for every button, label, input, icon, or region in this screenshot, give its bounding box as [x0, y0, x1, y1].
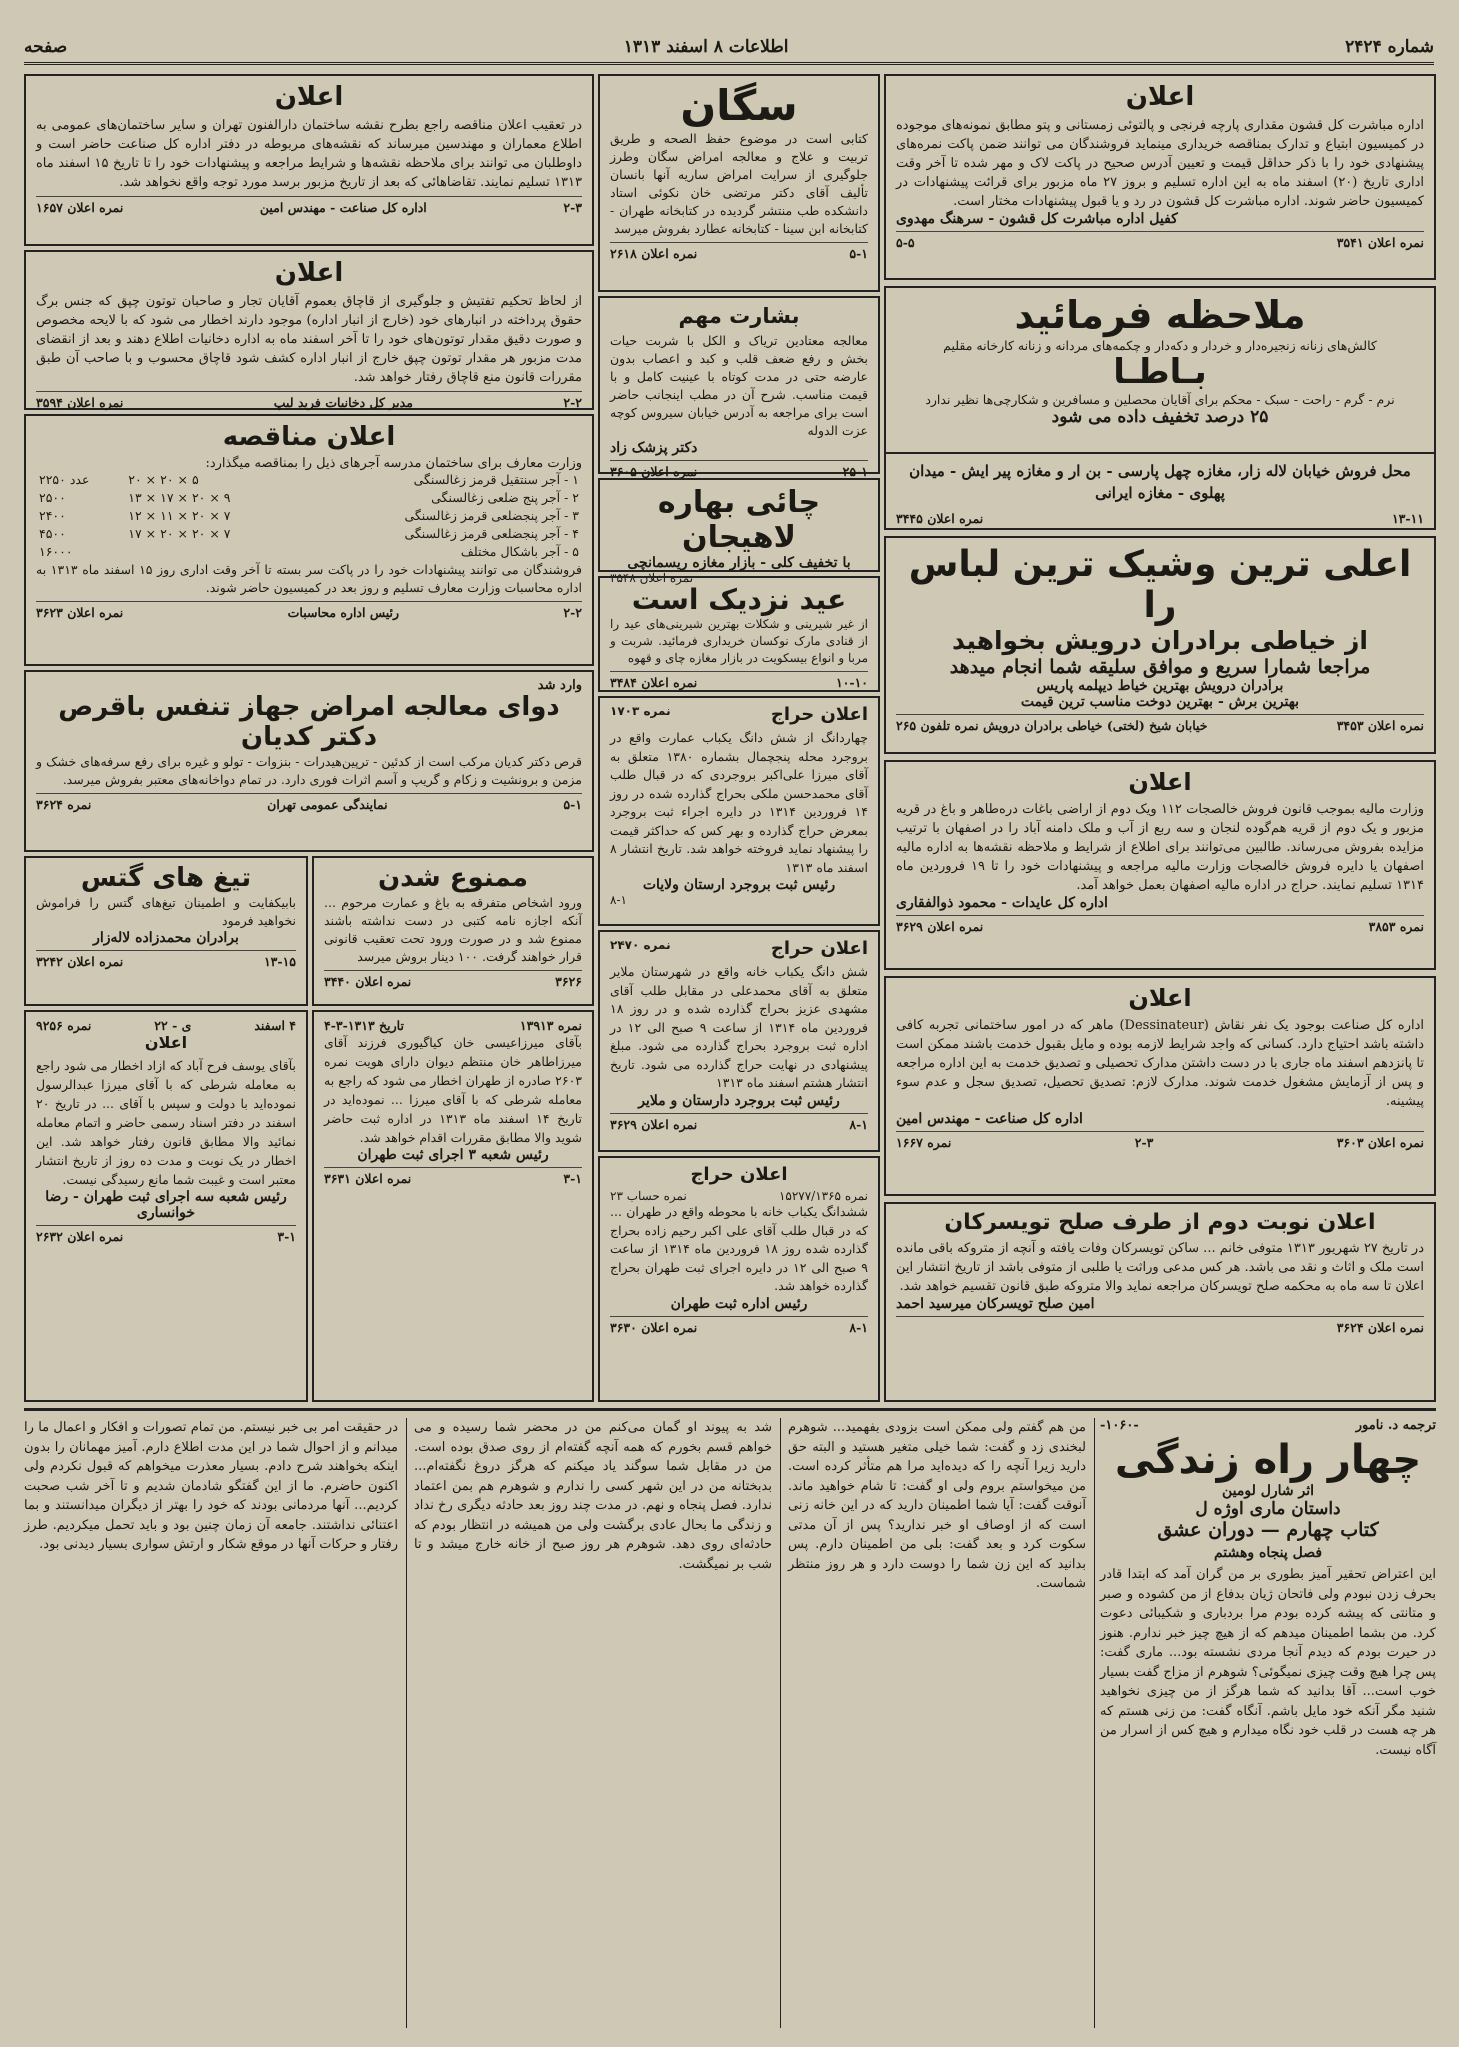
ad-title: اعلان نوبت دوم از طرف صلح تویسرکان [944, 1210, 1376, 1235]
page-label: صفحه [24, 37, 68, 57]
ad-title: اعلان مناقصه [222, 422, 396, 452]
ad-body: معالجه معتادین تریاک و الکل با شربت حیات بخش و رفع ضعف قلب و کبد و اعصاب بدون عارضه حتی در مدت کوتاه با عینیت کامل و با قیمت مناسب. شرح آن در مطب اینجانب حاضر است برای مراجعه به آدرس خیابان سیروس کوچه عزت الدوله [610, 333, 868, 438]
ad-number: نمره ۱۳۹۱۳ [519, 1018, 582, 1033]
serial-column-4: در حقیقت امر بی خبر نیستم. من تمام تصورات و افکار و اعمال ما را میدانم و از احوال شما در این مدت اطلاع دارم. آمیز مهمانان را بدون اینکه بخواهند شرح دادم. بسیار معذرت میخواهم که قبول نکردم ولی اکنون حاضرم. ما از این گفتگو شادمان شدیم و تا آخر شب صحبت کردیم... آنها مردمانی بودند که خود را بهتر از دیگران میدانستند و بما اعتنائی نداشتند. جامعه آن زمان چنین بود و باید تحمل میکردیم. طرز رفتار و حرکات آنها در موقع شکار و ارتش سواری بسیار دیدنی بود. [24, 1420, 398, 1552]
serial-book: کتاب چهارم — دوران عشق [1157, 1519, 1379, 1541]
ad-line: مراجعا شمارا سریع و موافق سلیقه شما انجام میدهد [949, 655, 1371, 678]
ad-ref: ۱۳-۱۱ [1391, 511, 1424, 526]
shop-locations: محل فروش خیابان لاله زار، مغازه چهل پارسی - بن ار و مغازه پیر ایش - میدان پهلوی - مغازه ایرانی [909, 462, 1411, 502]
ad-ref: ۲-۲ [563, 395, 582, 410]
ad-body: بآقای یوسف فرح آباد که ازاد اخطار می شود راجع به معامله شرطی که با آقای میرزا عبدالرسول نموده‌اید با دولت و سپس با آقای ... در تاریخ ۲۰ اسفند در دفتر اسناد رسمی حاضر و اتمام معامله نمائید والا مطابق قانون رفتار خواهد شد. این اخطار در یک نوبت و مدت ده روز از تاریخ انتشار معتبر است و غیبت شما مانع رسیدگی نیست. [36, 1058, 296, 1187]
tender-item-row [36, 543, 582, 561]
ad-signature: اداره کل عایدات - محمود ذوالفقاری [896, 895, 1108, 911]
ad-ref: ی - ۲۲ [154, 1018, 192, 1033]
ad-body: از غیر شیرینی و شکلات بهترین شیرینی‌های عید را از قنادی مارک نوکسان خریداری فرمائید. شربت و مربا و انواع بیسکویت در بازار مغازه چای و قهوه [610, 617, 868, 666]
ad-razor-blades [24, 856, 308, 1006]
ad-number: نمره اعلان ۳۶۲۳ [36, 605, 124, 620]
ad-body: اداره کل صناعت بوجود یک نفر نقاش (Dessinateur) ماهر که در امور ساختمانی تجربه کافی داشته باشد احتیاج دارد. کسانی که واجد شرایط لازمه بوده و مایل بقبول خدمت باشند ممکن است تا پانزدهم اسفند ماه جاری با در دست داشتن مدارک تحصیلی و تصدیق خدمت به این اداره مراجعه و پس از آزمایش مشغول خدمت شوند. مدارک لازم: تصدیق تحصیل، تصدیق سجل و عدم سوء پیشینه. [896, 1018, 1424, 1109]
tender-item-row [36, 507, 582, 525]
ad-tea [598, 478, 880, 585]
item-qty: ۲۴۰۰ [39, 508, 66, 523]
ad-number: نمره ۲۴۷۰ [610, 938, 671, 952]
ad-signature: مدیر کل دخانیات فرید لیپ [273, 395, 413, 410]
ad-signature: رئیس اداره ثبت طهران [670, 1295, 808, 1312]
item-qty: ۲۵۰۰ [39, 490, 66, 505]
ad-shoes [884, 286, 1436, 454]
ad-ref: ۵-۵ [896, 235, 915, 250]
ad-body: از لحاظ تحکیم تفتیش و جلوگیری از قاچاق بعموم آقایان تجار و صاحبان توتون چپق که جنس برگ حقوق پرداخته در انبارهای خود (خارج از انبار اداره) موجود دارند اخطار می شود که با لایحه مخصوص و صورت دقیق مقدار توتون‌های خود را تا آخر اسفند ماه به اداره دخانیات اطلاع دهند و بعد از انقضای مدت مزبور هر مقدار توتون چپق خارج از انبار اداره کشف شود قاچاق محسوب و با صاحب آن طبق مقررات قانون منع قاچاق رفتار خواهد شد. [36, 294, 582, 385]
ad-date: تاریخ ۱۳۱۳-۳-۴ [324, 1018, 404, 1033]
item-qty: ۲۲۵۰ عدد [39, 472, 90, 487]
ad-number: نمره ۳۶۲۴ [36, 796, 92, 812]
ad-signature: رئیس شعبه سه اجرای ثبت طهران - رضا خوانساری [45, 1189, 287, 1221]
item-name: ۱ - آجر سنتقیل قرمز زغالسنگی [413, 472, 579, 487]
ad-dogs-book [598, 74, 880, 292]
ad-signature: رئیس اداره محاسبات [287, 605, 400, 620]
ad-ref: ۳۶۲۶ [555, 973, 582, 989]
ad-body: فروشندگان می توانند پیشنهادات خود را در پاکت سر بسته تا آخر وقت اداری روز ۱۵ اسفند ماه ۱۳۱۳ به اداره محاسبات وزارت معارف تسلیم و روز بعد در کمیسیون حاضر شوند. [36, 562, 582, 595]
ad-textile [884, 74, 1436, 280]
brand-name: بـاطـا [1113, 351, 1207, 392]
ad-intro: وزارت معارف برای ساختمان مدرسه آجرهای ذیل را بمناقصه میگذارد: [205, 456, 582, 471]
item-name: ۵ - آجر باشکال مختلف [460, 544, 579, 559]
ad-ref: ۱۳-۱۵ [263, 953, 296, 969]
ad-ref: ۲۵-۱ [842, 464, 868, 479]
ad-body: بآقای میرزاعیسی خان کیاگیوری فرزند آقای میرزاطاهر خان منتظم دیوان دارای هویت نمره ۲۶۰۳ صادره از طهران اخطار می شود که راجع به معامله شرطی که با آقای میرزا ... نموده‌اید در تاریخ ۱۴ اسفند ماه ۱۳۱۳ در اداره ثبت حاضر شوید والا مطابق مقررات اقدام خواهد شد. [324, 1035, 582, 1145]
ad-number: نمره ۱۶۶۷ [896, 1135, 952, 1150]
serial-column-2: من هم گفتم ولی ممکن است بزودی بفهمید... شوهرم لبخندی زد و گفت: شما خیلی متغیر هستید و البته حق دارید زیرا آنچه را که دیده‌اید مرا هم متأثر کرده است. من میخواستم بروم ولی او گفت: تا شام خواهید ماند. آنوقت گفت: آیا شما اطمینان دارید که در این خانه زنی است که از اوصاف او خبر ندارید؟ پس از آن مدتی سکوت کرد و بعد گفت: بلی من اطمینان دارم. پس بدانید که این زن شما را دوست دارد و هر روز منتظر شماست. [788, 1420, 1086, 1591]
ad-number: نمره اعلان ۳۵۴۱ [1336, 235, 1424, 250]
ad-good-news [598, 296, 880, 479]
ad-ref: ۵-۱ [563, 796, 582, 812]
ad-body: کتابی است در موضوع حفظ الصحه و طریق تربیت و علاج و معالجه امراض سگان وطرز جلوگیری از سرایت امراض ساریه آنها بانسان تألیف آقای دکتر مرتضی خان نکوئی استاد دانشکده طب منتشر گردیده در کتابخانه طهران - کتابخانه ابن سینا - کتابخانه عطارد بفروش میرسد [610, 131, 868, 237]
item-size: ۲۰ × ۲۰ × ۵ [128, 472, 199, 487]
serial-column-3: شد به پیوند او گمان می‌کنم من در محضر شما رسیده و می خواهم قسم بخورم که همه آنچه گفته‌ام از روی صدق بوده است. من در مقابل شما سوگند یاد میکنم که هرگز دروغ نگفته‌ام... بدبختانه من در این شهر کسی را ندارم و شوهرم هم بمن اعتماد ندارد. فصل پنجاه و نهم. در مدت چند روز بعد حادثه دیگری رخ نداد و زندگی ما بحال عادی برگشت ولی من همیشه در انتظار بودم که حادثه‌ای روی دهد. شوهرم هر روز صبح از خانه خارج میشد و تا شب بر نمیگشت. [414, 1420, 772, 1572]
ad-title: چائی بهاره لاهیجان [657, 485, 821, 555]
ad-tailor [884, 536, 1436, 754]
ad-signature: رئیس ثبت بروجرد دارستان و ملایر [638, 1092, 840, 1109]
ad-line: کالش‌های زنانه زنجیره‌دار و خردار و دکه‌دار و چکمه‌های مردانه و زنانه کارخانه مقلیم [943, 337, 1377, 353]
serial-column-3-wrap [414, 1418, 772, 2028]
ad-signature: رئیس شعبه ۳ اجرای ثبت طهران [357, 1147, 549, 1163]
ad-peace-court [884, 1202, 1436, 1402]
ad-ref: ۳-۱ [563, 1171, 582, 1186]
tender-item-row [36, 489, 582, 507]
serial-title: چهار راه زندگی [1114, 1437, 1422, 1483]
ad-title: اعلان [1128, 984, 1192, 1012]
ad-dessinateur [884, 976, 1436, 1196]
ad-number: نمره اعلان ۳۴۴۰ [324, 973, 412, 989]
ad-notice-court [24, 1010, 308, 1402]
ad-address: خیابان شیخ (لختی) خیاطی برادران درویش نمره تلفون ۲۶۵ [896, 717, 1208, 733]
ad-number: نمره اعلان ۳۵۴۸ [610, 571, 694, 585]
item-qty: ۱۶۰۰۰ [39, 544, 73, 559]
ad-number: نمره ۱۵۲۷۷/۱۳۶۵ [778, 1189, 868, 1203]
serial-chapter: فصل پنجاه وهشتم [1213, 1545, 1323, 1561]
column-rule [780, 1418, 781, 2028]
ad-ref: ۸-۱ [610, 893, 627, 907]
ad-number: نمره اعلان ۲۶۳۲ [36, 1229, 124, 1244]
item-name: ۴ - آجر پنجضلعی قرمز زغالسنگی [404, 526, 579, 541]
ad-body: اداره مباشرت کل قشون مقداری پارچه فرنجی و پالتوئی زمستانی و پتو مطابق نمونه‌های موجوده در کمیسیون ابتیاع و تدارک بمناقصه خریداری مینماید فروشندگان می توانند ضمن پاکت نمره‌های پیشنهادی خود را با ذکر حداقل قیمت و تعیین آدرس صحیح در پاکت لاک و مهر شده تا آخر وقت اداری تاریخ (۲۰) اسفند ماه به این اداره تسلیم و بروز ۲۷ ماه مزبور برای قرائت پیشنهادات در کمیسیون حاضر شوند. اداره مباشرت کل قشون در رد و یا قبول پیشنهادات مختار است. [896, 118, 1425, 209]
ad-ref: ۳-۱ [277, 1229, 296, 1244]
ad-body: بابیکفایت و اطمینان تیغ‌های گتس را فراموش نخواهید فرمود [36, 894, 296, 928]
ad-signature: رئیس ثبت بروجرد ارستان ولایات [642, 877, 836, 893]
ad-subtitle: از خیاطی برادران درویش بخواهید [952, 625, 1368, 655]
ad-body: در تعقیب اعلان مناقصه راجع بطرح نقشه ساختمان دارالفنون تهران و سایر ساختمان‌های عمومی به اطلاع معماران و مهندسین میرساند که نقشه‌های مربوطه در دفتر اداره کل صناعت حاضر است و داوطلبان می توانند برای ملاحظه نقشه‌ها و شرایط مراجعه و پیشنهادات خود را تا تاریخ ۱۵ اسفند ماه ۱۳۱۳ تسلیم نمایند. تقاضاهائی که بعد از تاریخ مزبور برسد مورد توجه واقع نخواهد شد. [36, 118, 582, 190]
ad-number: نمره حساب ۲۳ [610, 1189, 687, 1203]
ad-ref: ۱۰-۱۰ [835, 675, 868, 691]
ad-number: نمره ۹۲۵۶ [36, 1018, 92, 1033]
item-size [125, 543, 296, 561]
ad-body: ششدانگ یکباب خانه با محوطه واقع در طهران ... که در قبال طلب آقای علی اکبر رحیم زاده بحراج گذارده شده روز ۱۸ فروردین ماه ۱۳۱۴ از ساعت ۹ صبح الی ۱۲ در دایره اجرای ثبت طهران بحراج گذارده خواهد شد. [610, 1204, 868, 1293]
ad-number: نمره اعلان ۳۴۵۳ [1336, 717, 1424, 733]
ad-signature: برادران محمدزاده لاله‌زار [93, 929, 239, 946]
ad-title: اعلان حراج [770, 704, 868, 725]
ad-body: قرص دکتر کدیان مرکب است از کدئین - ترپین‌هیدرات - بنزوات - تولو و غیره برای رفع سرفه‌های خشک و مزمن و برونشیت و زکام و گریپ و آسم اثرات فوری دارد. در تمام دواخانه‌های معتبر بفروش میرسد. [36, 753, 582, 787]
ad-line: بهترین برش - بهترین دوخت مناسب ترین قیمت [1020, 693, 1300, 710]
ad-cough-medicine [24, 670, 594, 852]
item-size: ۱۳ × ۱۷ × ۲۰ × ۹ [128, 490, 231, 505]
column-rule [406, 1418, 407, 2028]
serial-translator: ترجمه د. نامور [1355, 1418, 1436, 1433]
ad-signature: امین صلح تویسرکان میرسید احمد [896, 1296, 1095, 1312]
ad-ref: ۸-۱ [849, 1319, 868, 1335]
discount-text: ۲۵ درصد تخفیف داده می شود [1051, 406, 1269, 427]
ad-title: عید نزدیک است [631, 583, 847, 616]
tender-item-row [36, 471, 582, 489]
serial-episode: -۱۰۶۰- [1100, 1418, 1139, 1433]
ad-title: سگان [680, 81, 798, 130]
ad-title: اعلی ترین وشیک ترین لباس را [908, 544, 1412, 627]
ad-number: نمره اعلان ۳۶۰۵ [610, 464, 698, 479]
ad-signature: دکتر پزشک زاد [610, 440, 698, 456]
ad-body: ورود اشخاص متفرقه به باغ و عمارت مرحوم ... آنکه اجازه نامه کتبی در دست نداشته باشند ممنوع شد و در صورت ورود تحت تعقیب قانونی قرار خواهند گرفت. ۱۰۰ دینار بروش میرسد [324, 894, 582, 964]
ad-eid [598, 576, 880, 692]
ad-number: نمره اعلان ۳۶۲۹ [610, 1116, 698, 1132]
tender-items-table [36, 471, 582, 561]
ad-ref: ۲-۳ [563, 200, 582, 215]
serial-author: اثر شارل لومین [1221, 1483, 1315, 1499]
ad-title: اعلان [274, 258, 344, 288]
ad-ref: نمره اعلان ۳۶۲۹ [896, 919, 984, 934]
ad-number: نمره اعلان ۳۲۴۲ [36, 953, 124, 969]
ad-number: نمره اعلان ۳۶۲۴ [1336, 1320, 1424, 1335]
ad-number: نمره اعلان ۱۶۵۷ [36, 200, 124, 215]
ad-finance [884, 760, 1436, 970]
ad-ref: ۲-۳ [1134, 1135, 1154, 1150]
ad-signature: اداره کل صناعت - مهندس امین [896, 1111, 1083, 1127]
ad-number: نمره اعلان ۳۴۴۵ [896, 511, 984, 526]
ad-date: ۴ اسفند [254, 1018, 296, 1033]
ad-number: نمره ۱۷۰۳ [610, 704, 671, 718]
ad-ref: ۲-۲ [563, 605, 582, 620]
page-header [24, 32, 1434, 65]
ad-ref: ۸-۱ [849, 1116, 868, 1132]
ad-line: نرم - گرم - راحت - سبک - محکم برای آقایان محصلین و مسافرین و شکارچی‌ها نظیر ندارد [925, 391, 1395, 407]
ad-title: تیغ های گتس [80, 863, 252, 893]
ad-prefix: وارد شد [537, 678, 582, 693]
ad-signature: اداره کل صناعت - مهندس امین [259, 200, 427, 215]
ad-title: اعلان [1125, 82, 1195, 112]
ad-ref: ۵-۱ [849, 246, 868, 262]
ad-tender [24, 414, 594, 666]
ad-title: ممنوع شدن [377, 863, 529, 893]
ad-number: نمره اعلان ۳۶۳۰ [610, 1319, 698, 1335]
column-rule [1094, 1418, 1095, 2028]
serial-header [1100, 1418, 1436, 2028]
ad-architect [24, 74, 594, 246]
ad-body: وزارت مالیه بموجب قانون فروش خالصجات ۱۱۲ ویک دوم از اراضی باغات دره‌طاهر و باغ در قریه مزبور و یک دوم از قریه هم‌گوده لنجان و سه ربع از آب و ملک دامنه آباد را در اصفهان با ترتیب مزایده بفروش می‌رساند. طالبین می‌توانند برای اطلاع از شرایط و ملاحظه نقشه‌ها به اداره مالیه اصفهان یا دایره فروش خالصجات وزارت مالیه مراجعه و پیشنهادات خود را تا ۱۹ فروردین ماه ۱۳۱۴ تسلیم نمایند. حراج در اداره مالیه اصفهان بعمل خواهد آمد. [896, 802, 1424, 893]
ad-signature: کفیل اداره مباشرت کل قشون - سرهنگ مهدوی [896, 211, 1178, 227]
ad-body: چهاردانگ از شش دانگ یکباب عمارت واقع در بروجرد محله پنجچمال بشماره ۱۳۸۰ متعلق به آقای میرزا علی‌اکبر بروجردی که در قبال طلب آقای محمدحسن ملکی بحراج گذارده شده در روز ۱۴ فروردین ۱۳۱۴ در دایره اجراء ثبت بروجرد بمعرض حراج گذارده و بهر کس که حداکثر قیمت را پیشنهاد نماید فروخته خواهد شد. تاریخ انتشار ۸ اسفند ماه ۱۳۱۳ [610, 730, 869, 875]
serial-subtitle: داستان ماری اوژه ل [1195, 1499, 1341, 1519]
item-qty: ۴۵۰۰ [39, 526, 66, 541]
ad-auction-3 [598, 1156, 880, 1402]
ad-auction-1 [598, 696, 880, 926]
ad-auction-2 [598, 930, 880, 1152]
newspaper-date: اطلاعات ۸ اسفند ۱۳۱۳ [623, 37, 789, 57]
ad-title: اعلان [274, 82, 344, 112]
section-divider [24, 1408, 1436, 1411]
ad-title: دوای معالجه امراض جهاز تنفس باقرص دکتر کدیان [58, 692, 560, 752]
ad-line: برادران درویش بهترین خیاط دیپلمه پاریس [1036, 677, 1284, 694]
ad-subtitle: با تخفیف کلی - بازار مغازه ریسمانچی [627, 555, 851, 571]
ad-shoes-footer [884, 454, 1436, 530]
issue-number: شماره ۲۴۲۴ [1345, 37, 1434, 57]
ad-number: نمره اعلان ۳۵۹۴ [36, 395, 124, 410]
ad-number: نمره اعلان ۳۴۸۴ [610, 675, 698, 691]
ad-signature: نمایندگی عمومی تهران [267, 796, 388, 812]
ad-title: اعلان [144, 1033, 188, 1052]
item-name: ۳ - آجر پنجضلعی قرمز زغالسنگی [404, 508, 579, 523]
tender-item-row [36, 525, 582, 543]
ad-number: نمره ۳۸۵۳ [1368, 919, 1424, 934]
ad-title: بشارت مهم [678, 304, 800, 328]
ad-tobacco [24, 250, 594, 410]
item-size: ۱۲ × ۱۱ × ۲۰ × ۷ [128, 508, 231, 523]
ad-title: ملاحظه فرمائید [1014, 293, 1306, 337]
ad-notice-registry [312, 1010, 594, 1402]
item-size: ۱۷ × ۲۰ × ۲۰ × ۷ [128, 526, 231, 541]
ad-number: نمره اعلان ۲۶۱۸ [610, 246, 698, 262]
ad-forbidden [312, 856, 594, 1006]
serial-column-1: این اعتراض تحقیر آمیز بطوری بر من گران آمد که ابتدا قادر بحرف زدن نبودم ولی فاتحان ژیان بدفاع از من کشوده و صبر و متانتی که پیشه کرده بودم مرا بردباری و شکیبائی دعوت کرد. من بشما اطمینان میدهم که از هیچ چیز خبر ندارم. هنوز در حیرت بودم که دیدم آنجا مردی نشسته بود... ماری گفت: پس چرا هیچ وقت چیزی نمیگوئی؟ شوهرم از مزاج گفت بسیار خوب است... آقا بدانید که شما هرگز از من چیزی نخواهید شنید مگر آنکه خود مایل باشم. آنگاه گفت: من زنی هستم که هر چه هست در قلب خود نگاه میدارم و هیچ کس از اسرار من آگاه نیست. [1100, 1567, 1436, 1758]
ad-number: نمره اعلان ۳۶۳۱ [324, 1171, 412, 1186]
ad-body: در تاریخ ۲۷ شهریور ۱۳۱۳ متوفی خانم ... ساکن تویسرکان وفات یافته و آنچه از متروکه باقی مانده است ملک و اثاث و نقد می باشد. هر کس مدعی وراثت یا طلبی از متوفی باشد از تاریخ انتشار این اعلان تا سه ماه به محکمه صلح تویسرکان مراجعه نماید والا متروکه طبق قانون تقسیم خواهد شد. [896, 1241, 1424, 1294]
serial-column-4-wrap [24, 1418, 398, 2028]
ad-title: اعلان حراج [690, 1164, 788, 1185]
ad-title: اعلان [1128, 768, 1192, 796]
ad-title: اعلان حراج [770, 938, 868, 959]
item-name: ۲ - آجر پنج ضلعی زغالسنگی [431, 490, 579, 505]
ad-body: شش دانگ یکباب خانه واقع در شهرستان ملایر متعلق به آقای محمدعلی در مقابل طلب آقای مشهدی عزیز بحراج گذارده شده و در روز ۱۸ فروردین ماه ۱۳۱۴ از ساعت ۹ صبح الی ۱۲ در اداره ثبت بروجرد بحراج گذارده می شود. مبلغ پیشنهادی در نهایت حراج گذارده می شود. تاریخ انتشار هشتم اسفند ماه ۱۳۱۳ [610, 964, 868, 1090]
ad-number: نمره اعلان ۳۶۰۳ [1336, 1135, 1424, 1150]
